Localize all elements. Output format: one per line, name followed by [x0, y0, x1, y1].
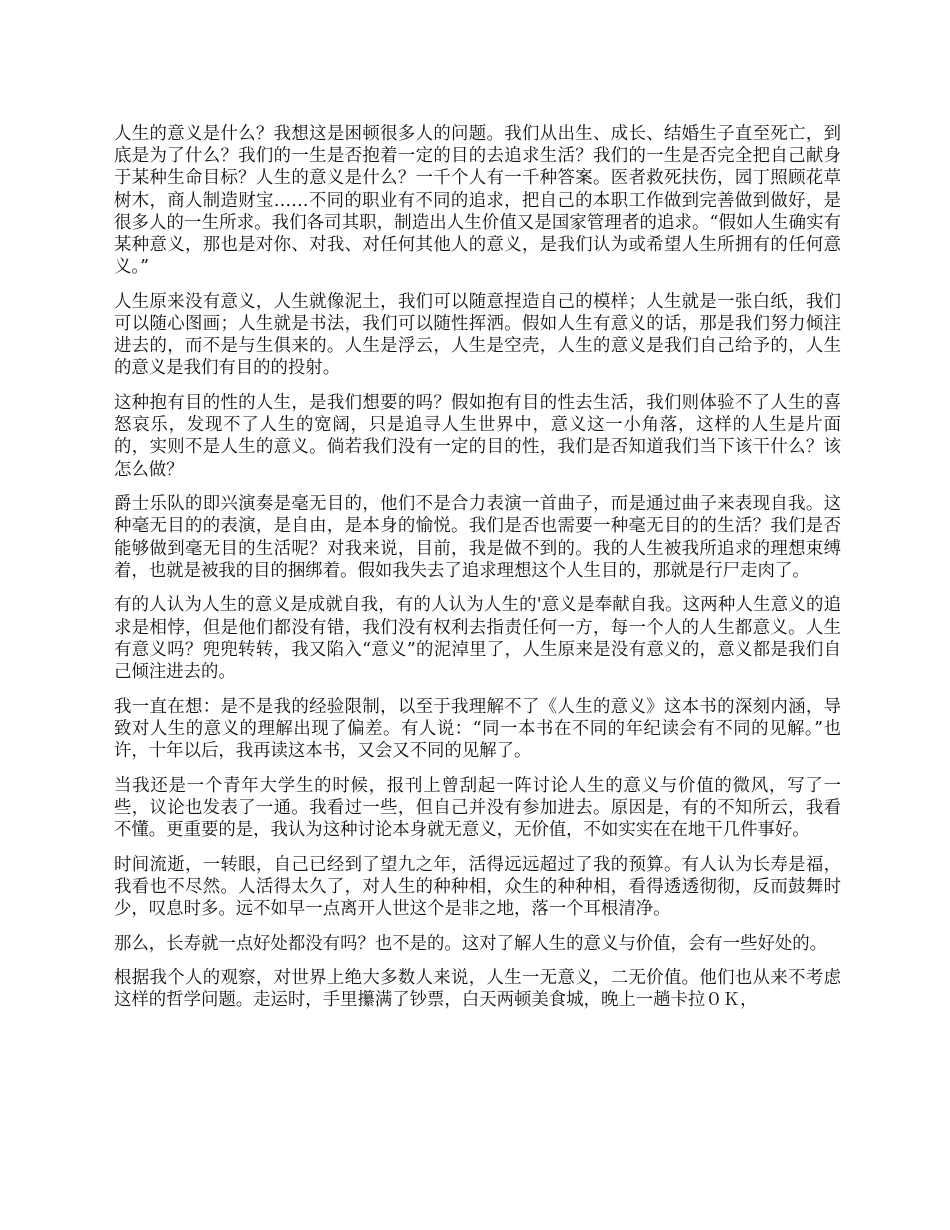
paragraph-10: 根据我个人的观察，对世界上绝大多数人来说，人生一无意义，二无价值。他们也从来不考虑这样的哲学问题。走运时，手里攥满了钞票，白天两顿美食城，晚上一趟卡拉０Ｋ， — [114, 968, 841, 1011]
paragraph-3: 这种抱有目的性的人生，是我们想要的吗？假如抱有目的性去生活，我们则体验不了人生的喜怒哀乐，发现不了人生的宽阔，只是追寻人生世界中，意义这一小角落，这样的人生是片面的，实则不是人生的意义。倘若我们没有一定的目的性，我们是否知道我们当下该干什么？该怎么做？ — [114, 393, 841, 480]
paragraph-8: 时间流逝，一转眼，自己已经到了望九之年，活得远远超过了我的预算。有人认为长寿是福，我看也不尽然。人活得太久了，对人生的种种相，众生的种种相，看得透透彻彻，反而鼓舞时少，叹息时多。远不如早一点离开人世这个是非之地，落一个耳根清净。 — [114, 854, 841, 920]
paragraph-9: 那么，长寿就一点好处都没有吗？也不是的。这对了解人生的意义与价值，会有一些好处的。 — [114, 933, 828, 954]
article-body — [114, 123, 841, 1024]
paragraph-2: 人生原来没有意义，人生就像泥土，我们可以随意捏造自己的模样；人生就是一张白纸，我们可以随心图画；人生就是书法，我们可以随性挥洒。假如人生有意义的话，那是我们努力倾注进去的，而不是与生俱来的。人生是浮云，人生是空壳，人生的意义是我们自己给予的，人生的意义是我们有目的的投射。 — [114, 291, 841, 379]
paragraph-7: 当我还是一个青年大学生的时候，报刊上曾刮起一阵讨论人生的意义与价值的微风，写了一些，议论也发表了一通。我看过一些，但自己并没有参加进去。原因是，有的不知所云，我看不懂。更重要的是，我认为这种讨论本身就无意义，无价值，不如实实在在地干几件事好。 — [114, 775, 841, 841]
paragraph-6: 我一直在想：是不是我的经验限制，以至于我理解不了《人生的意义》这本书的深刻内涵，导致对人生的意义的理解出现了偏差。有人说：“同一本书在不同的年纪读会有不同的见解。”也许，十年以后，我再读这本书，又会又不同的见解了。 — [114, 696, 841, 762]
paragraph-4: 爵士乐队的即兴演奏是毫无目的，他们不是合力表演一首曲子，而是通过曲子来表现自我。这种毫无目的的表演，是自由，是本身的愉悦。我们是否也需要一种毫无目的的生活？我们是否能够做到毫无目的生活呢？对我来说，目前，我是做不到的。我的人生被我所追求的理想束缚着，也就是被我的目的捆绑着。假如我失去了追求理想这个人生目的，那就是行尸走肉了。 — [114, 494, 841, 581]
paragraph-5: 有的人认为人生的意义是成就自我，有的人认为人生的'意义是奉献自我。这两种人生意义的追求是相悖，但是他们都没有错，我们没有权利去指责任何一方，每一个人的人生都意义。人生有意义吗？兜兜转转，我又陷入“意义”的泥淖里了，人生原来是没有意义的，意义都是我们自己倾注进去的。 — [114, 595, 841, 683]
paragraph-1: 人生的意义是什么？我想这是困顿很多人的问题。我们从出生、成长、结婚生子直至死亡，到底是为了什么？我们的一生是否抱着一定的目的去追求生活？我们的一生是否完全把自己献身于某种生命目标？人生的意义是什么？一千个人有一千种答案。医者救死扶伤，园丁照顾花草树木，商人制造财宝……不同的职业有不同的追求，把自己的本职工作做到完善做到做好，是很多人的一生所求。我们各司其职，制造出人生价值又是国家管理者的追求。“假如人生确实有某种意义，那也是对你、对我、对任何其他人的意义，是我们认为或希望人生所拥有的任何意义。” — [114, 124, 841, 278]
